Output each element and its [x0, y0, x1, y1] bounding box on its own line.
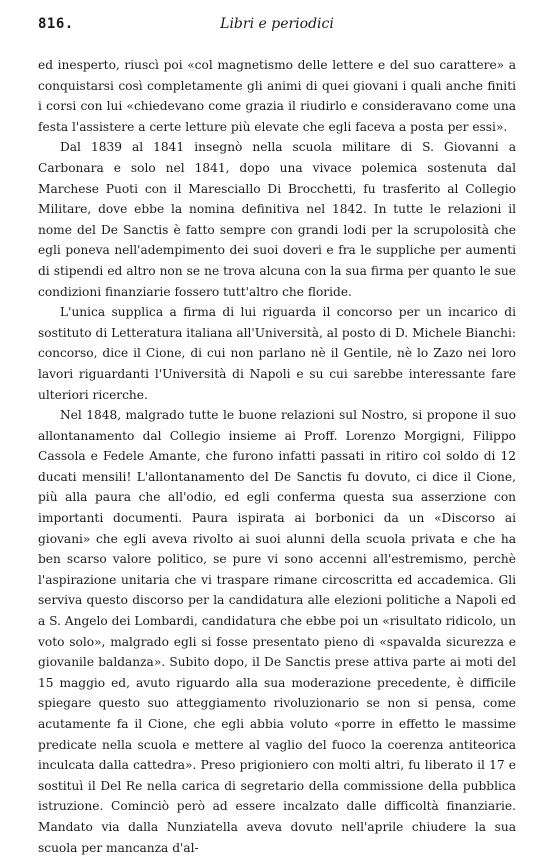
body-text	[38, 55, 516, 858]
paragraph-3: L'unica supplica a firma di lui riguarda il concorso per un incarico di sostituto di Letteratura italiana all'Università, al posto di D. Michele Bianchi: concorso, dice il Cione, di cui non parlano nè il Gentile, nè lo Zazo nei loro lavori riguardanti l'Università di Napoli e su cui sarebbe interessante fare ulteriori ricerche.	[38, 305, 516, 402]
paragraph-2: Dal 1839 al 1841 insegnò nella scuola militare di S. Giovanni a Carbonara e solo nel 1841, dopo una vivace polemica sostenuta dal Marchese Puoti con il Maresciallo Di Brocchetti, fu trasferito al Collegio Militare, dove ebbe la nomina definitiva nel 1842. In tutte le relazioni il nome del De Sanctis è fatto sempre con grandi lodi per la scrupolosità che egli poneva nell'adempimento dei suoi doveri e fra le suppliche per aumenti di stipendi ed altro non se ne trova alcuna con la sua firma per quanto le sue condizioni finanziarie fossero tutt'altro che floride.	[38, 140, 516, 299]
running-head: Libri e periodici	[220, 16, 334, 32]
paragraph-4: Nel 1848, malgrado tutte le buone relazioni sul Nostro, si propone il suo allontanamento dal Collegio insieme ai Proff. Lorenzo Morgigni, Filippo Cassola e Fedele Amante, che furono infatti passati in ritiro col soldo di 12 ducati mensili! L'allontanamento del De Sanctis fu dovuto, ci dice il Cione, più alla paura che all'odio, ed egli conferma questa sua asserzione con importanti documenti. Paura ispirata ai borbonici da un «Discorso ai giovani» che egli aveva rivolto ai suoi alunni della scuola privata e che ha ben scarso valore politico, se pure vi sono accenni all'estremismo, perchè l'aspirazione unitaria che vi traspare rimane circoscritta ed accademica. Gli serviva questo discorso per la candidatura alle elezioni politiche a Napoli ed a S. Angelo dei Lombardi, candidatura che ebbe poi un «risultato ridicolo, un voto solo», malgrado egli si fosse presentato pieno di «spavalda sicurezza e giovanile baldanza». Subito dopo, il De Sanctis prese attiva parte ai moti del 15 maggio ed, avuto riguardo alla sua moderazione precedente, è difficile spiegare questo suo atteggiamento rivoluzionario se non si pensa, come acutamente fa il Cione, che egli abbia voluto «porre in effetto le massime predicate nella scuola e mettere al vaglio del fuoco la coerenza antiteorica inculcata dalla cattedra». Preso prigioniero con molti altri, fu liberato il 17 e sostituì il Del Re nella carica di segretario della commissione della pubblica istruzione. Cominciò però ad essere incalzato dalle difficoltà finanziarie. Mandato via dalla Nunziatella aveva dovuto nell'aprile chiudere la sua scuola per mancanza d'al-	[38, 408, 516, 855]
page-number: 816.	[38, 16, 74, 32]
page-header	[38, 14, 516, 40]
paragraph-1: ed inesperto, riuscì poi «col magnetismo delle lettere e del suo carattere» a conquistarsi così completamente gli animi di quei giovani i quali anche finiti i corsi con lui «chiedevano come grazia il riudirlo e consideravano come una festa l'assistere a certe letture più elevate che egli faceva a posta per essi».	[38, 58, 516, 134]
document-page	[38, 14, 516, 858]
